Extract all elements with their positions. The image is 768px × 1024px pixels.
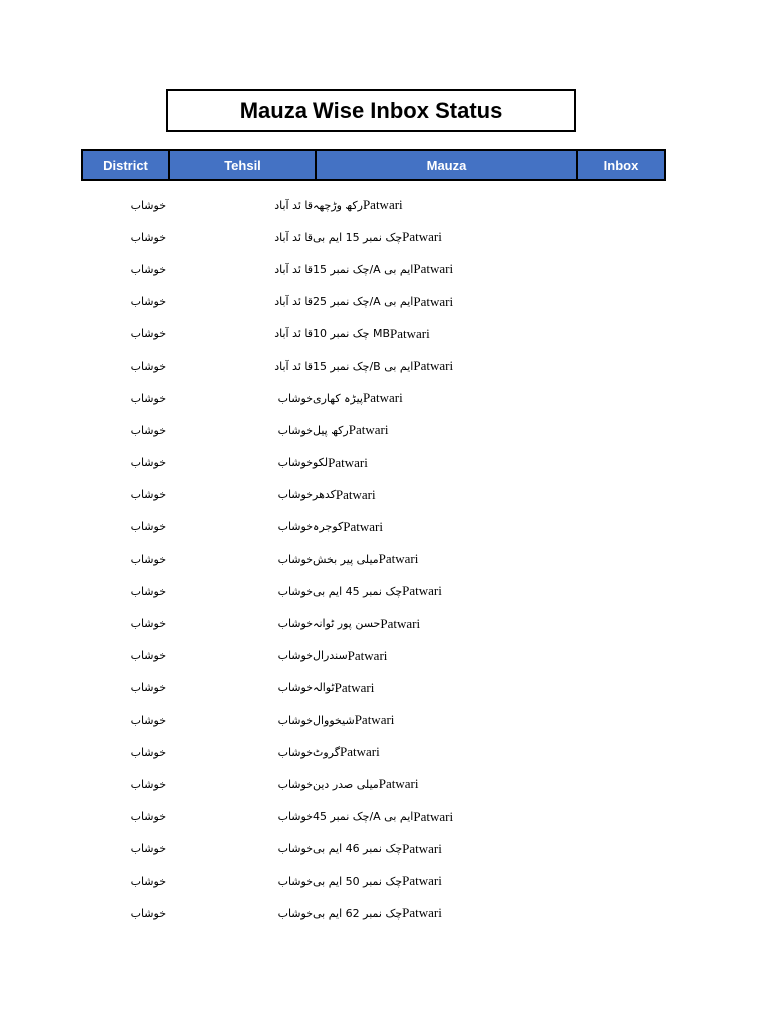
cell-district: خوشاب	[130, 520, 166, 534]
cell-mauza	[313, 801, 619, 833]
cell-district: خوشاب	[130, 488, 166, 502]
mauza-name: ایم بی A/چک نمبر 25	[313, 295, 414, 309]
table-row[interactable]	[81, 640, 666, 672]
mauza-name: چک نمبر 50 ایم بی	[313, 874, 403, 888]
cell-tehsil: خوشاب	[277, 713, 313, 727]
column-header-district[interactable]: District	[103, 157, 148, 173]
patwari-label: Patwari	[378, 776, 419, 792]
cell-mauza	[313, 447, 619, 479]
table-row[interactable]	[81, 414, 666, 446]
cell-district: خوشاب	[130, 423, 166, 437]
cell-tehsil: قا ئد آباد	[274, 359, 313, 373]
patwari-label: Patwari	[348, 422, 389, 438]
patwari-label: Patwari	[390, 325, 430, 341]
patwari-label: Patwari	[402, 840, 442, 856]
cell-district: خوشاب	[130, 584, 166, 598]
patwari-label: Patwari	[339, 744, 380, 760]
cell-mauza	[313, 511, 619, 543]
cell-tehsil: خوشاب	[277, 681, 313, 695]
mauza-name: چک نمبر 46 ایم بی	[313, 842, 403, 856]
cell-tehsil: خوشاب	[277, 906, 313, 920]
cell-mauza	[313, 318, 619, 350]
patwari-label: Patwari	[413, 358, 454, 374]
cell-mauza	[313, 736, 619, 768]
mauza-name: حسن پور ٹوانہ	[313, 617, 381, 631]
mauza-name: میلی صدر دین	[313, 777, 379, 791]
cell-mauza	[313, 286, 619, 318]
cell-district: خوشاب	[130, 262, 166, 276]
cell-tehsil: قا ئد آباد	[274, 327, 313, 341]
table-row[interactable]	[81, 897, 666, 929]
cell-mauza	[313, 865, 619, 897]
cell-mauza	[313, 768, 619, 800]
table-row[interactable]	[81, 865, 666, 897]
patwari-label: Patwari	[334, 679, 375, 695]
mauza-name: پیڑہ کھاری	[313, 391, 363, 405]
table-row[interactable]	[81, 511, 666, 543]
patwari-label: Patwari	[347, 647, 388, 663]
cell-mauza	[313, 543, 619, 575]
cell-district: خوشاب	[130, 295, 166, 309]
mauza-name: MB چک نمبر 10	[313, 327, 390, 341]
mauza-name: ٹوالہ	[313, 681, 335, 695]
cell-mauza	[313, 350, 619, 382]
cell-tehsil: خوشاب	[277, 488, 313, 502]
cell-mauza	[313, 575, 619, 607]
cell-mauza	[313, 189, 619, 221]
cell-district: خوشاب	[130, 617, 166, 631]
mauza-name: چک نمبر 45 ایم بی	[313, 584, 403, 598]
patwari-label: Patwari	[378, 551, 419, 567]
mauza-name: کدھر	[313, 488, 336, 502]
mauza-name: میلی پیر بخش	[313, 552, 379, 566]
cell-tehsil: قا ئد آباد	[274, 295, 313, 309]
mauza-name: شیخووال	[313, 713, 355, 727]
mauza-name: چک نمبر 15 ایم بی	[313, 230, 403, 244]
cell-tehsil: خوشاب	[277, 584, 313, 598]
patwari-label: Patwari	[335, 486, 376, 502]
table-row[interactable]	[81, 736, 666, 768]
patwari-label: Patwari	[362, 197, 403, 213]
table-row[interactable]	[81, 543, 666, 575]
patwari-label: Patwari	[354, 712, 395, 728]
mauza-name: سندرال	[313, 649, 348, 663]
cell-district: خوشاب	[130, 552, 166, 566]
table-row[interactable]	[81, 768, 666, 800]
cell-mauza	[313, 253, 619, 285]
cell-district: خوشاب	[130, 230, 166, 244]
cell-mauza	[313, 833, 619, 865]
cell-district: خوشاب	[130, 198, 166, 212]
cell-district: خوشاب	[130, 391, 166, 405]
cell-mauza	[313, 672, 619, 704]
patwari-label: Patwari	[413, 808, 454, 824]
cell-tehsil: خوشاب	[277, 423, 313, 437]
cell-tehsil: خوشاب	[277, 520, 313, 534]
mauza-name: چک نمبر 62 ایم بی	[313, 906, 403, 920]
table-row[interactable]	[81, 672, 666, 704]
cell-tehsil: خوشاب	[277, 777, 313, 791]
cell-tehsil: خوشاب	[277, 810, 313, 824]
mauza-name: ایم بی A/چک نمبر 45	[313, 810, 414, 824]
patwari-label: Patwari	[413, 293, 454, 309]
cell-district: خوشاب	[130, 649, 166, 663]
mauza-name: رکھ پیل	[313, 423, 349, 437]
mauza-name: ایم بی A/چک نمبر 15	[313, 262, 414, 276]
patwari-label: Patwari	[328, 454, 368, 470]
cell-district: خوشاب	[130, 842, 166, 856]
patwari-label: Patwari	[413, 261, 454, 277]
patwari-label: Patwari	[402, 229, 442, 245]
patwari-label: Patwari	[343, 518, 383, 534]
mauza-name: ایم بی B/چک نمبر 15	[313, 359, 414, 373]
mauza-name: رکھ وڑچھہ	[313, 198, 363, 212]
table-row[interactable]	[81, 801, 666, 833]
table-row[interactable]	[81, 318, 666, 350]
cell-district: خوشاب	[130, 359, 166, 373]
page-title: Mauza Wise Inbox Status	[166, 89, 576, 132]
table-row[interactable]	[81, 575, 666, 607]
table-header	[81, 149, 666, 181]
table-row[interactable]	[81, 221, 666, 253]
table-row[interactable]	[81, 189, 666, 221]
cell-mauza	[313, 607, 619, 639]
cell-mauza	[313, 382, 619, 414]
patwari-label: Patwari	[402, 873, 442, 889]
cell-district: خوشاب	[130, 681, 166, 695]
cell-mauza	[313, 479, 619, 511]
cell-tehsil: خوشاب	[277, 456, 313, 470]
cell-tehsil: خوشاب	[277, 649, 313, 663]
table-row[interactable]	[81, 833, 666, 865]
cell-district: خوشاب	[130, 327, 166, 341]
table-row[interactable]	[81, 479, 666, 511]
cell-district: خوشاب	[130, 874, 166, 888]
column-header-tehsil[interactable]: Tehsil	[168, 151, 315, 179]
patwari-label: Patwari	[402, 905, 442, 921]
mauza-name: گروٹ	[313, 745, 340, 759]
mauza-name: لکو	[313, 456, 329, 470]
table-row[interactable]	[81, 382, 666, 414]
patwari-label: Patwari	[380, 615, 421, 631]
cell-mauza	[313, 704, 619, 736]
cell-mauza	[313, 640, 619, 672]
patwari-label: Patwari	[402, 583, 442, 599]
cell-tehsil: خوشاب	[277, 617, 313, 631]
table-row[interactable]	[81, 253, 666, 285]
cell-district: خوشاب	[130, 745, 166, 759]
cell-tehsil: خوشاب	[277, 745, 313, 759]
cell-tehsil: خوشاب	[277, 552, 313, 566]
table-row[interactable]	[81, 350, 666, 382]
column-header-mauza[interactable]: Mauza	[315, 151, 576, 179]
table-row[interactable]	[81, 447, 666, 479]
table-row[interactable]	[81, 607, 666, 639]
cell-tehsil: قا ئد آباد	[274, 230, 313, 244]
table-row[interactable]	[81, 704, 666, 736]
column-header-inbox[interactable]: Inbox	[576, 151, 664, 179]
cell-tehsil: قا ئد آباد	[274, 262, 313, 276]
cell-mauza	[313, 221, 619, 253]
cell-district: خوشاب	[130, 906, 166, 920]
cell-district: خوشاب	[130, 777, 166, 791]
cell-tehsil: خوشاب	[277, 391, 313, 405]
cell-district: خوشاب	[130, 810, 166, 824]
patwari-label: Patwari	[362, 390, 403, 406]
cell-district: خوشاب	[130, 456, 166, 470]
cell-district: خوشاب	[130, 713, 166, 727]
table-body	[81, 189, 666, 929]
mauza-name: کوجرہ	[313, 520, 344, 534]
cell-mauza	[313, 414, 619, 446]
table-row[interactable]	[81, 286, 666, 318]
cell-mauza	[313, 897, 619, 929]
cell-tehsil: خوشاب	[277, 842, 313, 856]
cell-tehsil: قا ئد آباد	[274, 198, 313, 212]
cell-tehsil: خوشاب	[277, 874, 313, 888]
